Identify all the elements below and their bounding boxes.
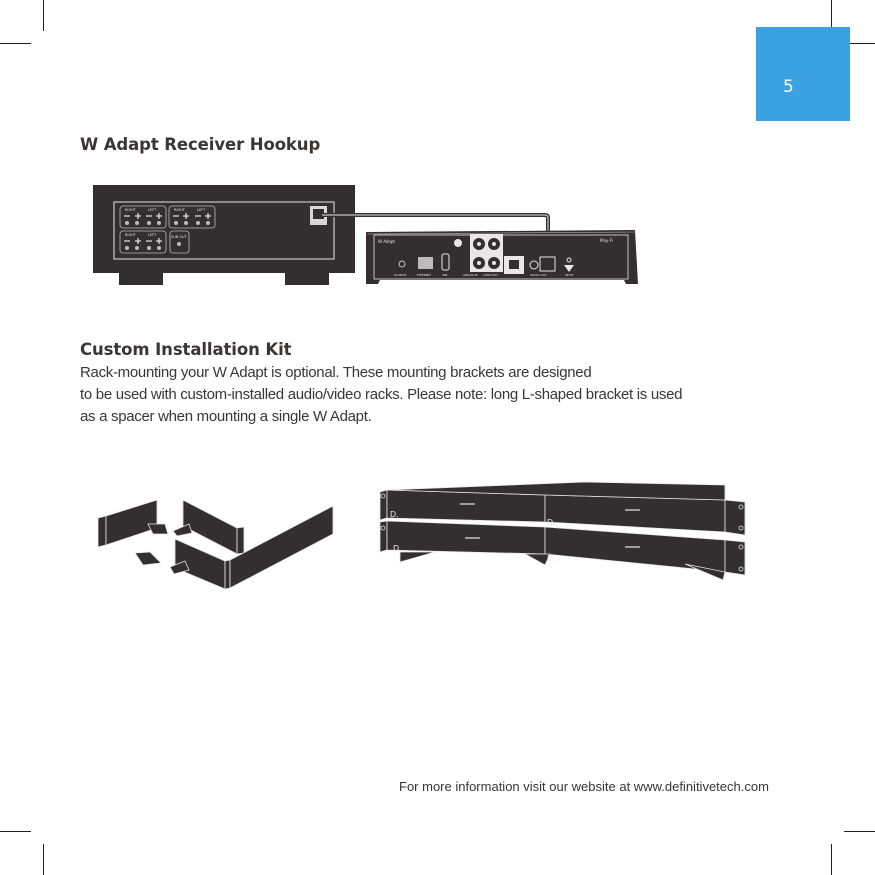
svg-text:DIGITAL OUT: DIGITAL OUT (530, 274, 547, 277)
svg-text:SUB OUT: SUB OUT (171, 235, 187, 239)
crop-mark-bottom-right-v (831, 844, 832, 875)
svg-text:D.: D. (393, 544, 402, 553)
kit-line: to be used with custom-installed audio/video racks. Please note: long L-shaped bracket is used (80, 386, 683, 403)
svg-text:USB: USB (442, 274, 448, 277)
page-number: 5 (783, 77, 794, 97)
svg-text:LEFT: LEFT (148, 233, 157, 237)
crop-mark-bottom-left-h (0, 831, 31, 832)
footer-website-note: For more information visit our website at www.definitivetech.com (399, 779, 769, 794)
brackets-illustration (95, 490, 340, 590)
svg-text:AUDIO OUT: AUDIO OUT (483, 274, 498, 277)
kit-line: as a spacer when mounting a single W Adapt. (80, 408, 372, 425)
crop-mark-bottom-right-h (844, 831, 875, 832)
svg-text:D.: D. (547, 554, 556, 563)
svg-text:LEFT: LEFT (197, 208, 206, 212)
w-adapt-illustration (366, 230, 638, 284)
kit-description (80, 362, 780, 428)
receiver-illustration (93, 185, 355, 285)
page-number-tab (756, 27, 850, 121)
svg-text:RIGHT: RIGHT (125, 208, 136, 212)
svg-text:SETUP: SETUP (565, 274, 574, 277)
rack-mounted-illustration (375, 480, 755, 585)
svg-text:Play-Fi: Play-Fi (600, 238, 613, 243)
crop-mark-bottom-left-v (43, 844, 44, 875)
svg-text:D.: D. (547, 518, 556, 527)
crop-mark-top-left-h (0, 43, 31, 44)
hookup-diagram (90, 180, 650, 290)
svg-text:RIGHT: RIGHT (174, 208, 185, 212)
svg-text:DC INPUT: DC INPUT (394, 274, 407, 277)
crop-mark-top-left-v (43, 0, 44, 31)
section-title-kit: Custom Installation Kit (80, 340, 292, 359)
svg-text:ANALOG IN: ANALOG IN (463, 274, 478, 277)
svg-text:D.: D. (390, 510, 399, 519)
svg-text:RIGHT: RIGHT (125, 233, 136, 237)
svg-text:LEFT: LEFT (148, 208, 157, 212)
section-title-hookup: W Adapt Receiver Hookup (80, 135, 321, 154)
svg-text:ETHERNET: ETHERNET (417, 274, 431, 277)
kit-line: Rack-mounting your W Adapt is optional. These mounting brackets are designed (80, 364, 592, 381)
svg-text:W Adapt: W Adapt (378, 239, 395, 244)
